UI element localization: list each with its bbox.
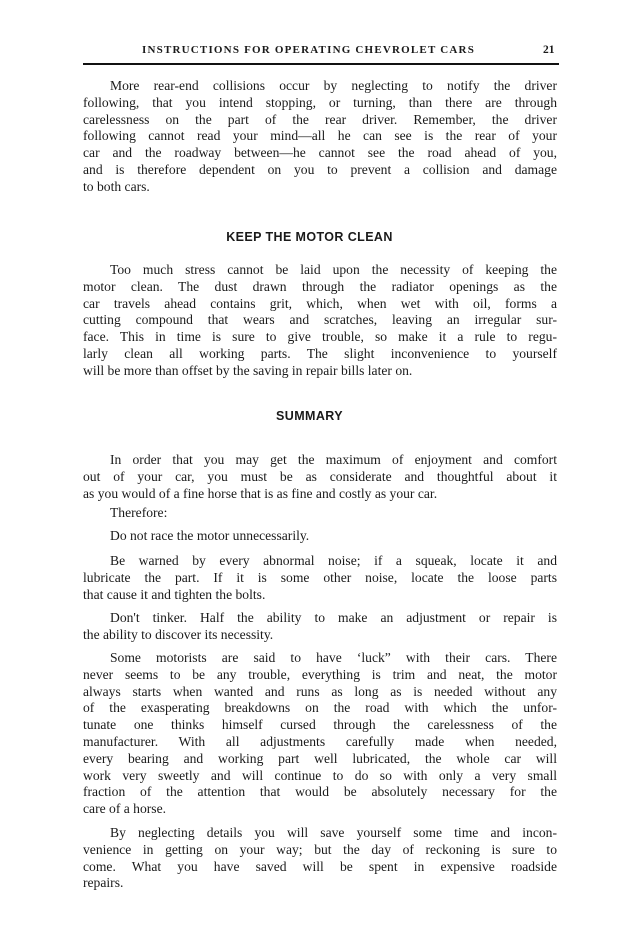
text-line: always starts when wanted and runs as long as is needed without any bbox=[83, 683, 557, 699]
text-line: following, that you intend stopping, or turning, than there are through bbox=[83, 94, 557, 110]
text-line: face. This in time is sure to give trouble, so make it a rule to regu- bbox=[83, 329, 557, 345]
text-line: car travels ahead contains grit, which, when wet with oil, forms a bbox=[83, 295, 557, 311]
text-line: Some motorists are said to have ‘luck” with their cars. There bbox=[110, 650, 557, 665]
paragraph-do-not-race bbox=[83, 528, 557, 545]
text-line: car and the roadway between—he cannot see the road ahead of you, bbox=[83, 145, 557, 161]
heading-keep-motor-clean: KEEP THE MOTOR CLEAN bbox=[226, 230, 393, 244]
text-line: manufacturer. With all adjustments carefully made when needed, bbox=[83, 733, 557, 749]
text-line: out of your car, you must be as considerate and thoughtful about it bbox=[83, 468, 557, 484]
text-line: never seems to be any trouble, everything is trim and neat, the motor bbox=[83, 666, 557, 682]
text-line: to both cars. bbox=[83, 178, 150, 194]
heading-summary: SUMMARY bbox=[276, 409, 343, 423]
paragraph-summary-intro bbox=[83, 452, 557, 502]
paragraph-collisions bbox=[83, 78, 557, 196]
paragraph-motor-clean bbox=[83, 262, 557, 380]
text-line: In order that you may get the maximum of enjoyment and comfort bbox=[110, 452, 557, 467]
text-line: come. What you have saved will be spent in expensive roadside bbox=[83, 858, 557, 874]
text-line: and is therefore dependent on you to prevent a collision and damage bbox=[83, 161, 557, 177]
text-line: of the exasperating breakdowns on the road with which the unfor- bbox=[83, 700, 557, 716]
text-line: By neglecting details you will save yourself some time and incon- bbox=[110, 825, 557, 840]
paragraph-be-warned bbox=[83, 553, 557, 603]
text-line: following cannot read your mind—all he can see is the rear of your bbox=[83, 128, 557, 144]
text-line: will be more than offset by the saving in repair bills later on. bbox=[83, 362, 413, 378]
page-number: 21 bbox=[543, 44, 555, 56]
text-line: carelessness on the part of the rear driver. Remember, the driver bbox=[83, 111, 557, 127]
paragraph-therefore bbox=[83, 505, 557, 522]
text-line: care of a horse. bbox=[83, 801, 167, 817]
text-line: Too much stress cannot be laid upon the necessity of keeping the bbox=[110, 262, 557, 277]
text-line: the ability to discover its necessity. bbox=[83, 626, 274, 642]
text-line: that cause it and tighten the bolts. bbox=[83, 586, 266, 602]
text-line: as you would of a fine horse that is as fine and costly as your car. bbox=[83, 485, 438, 501]
paragraph-luck bbox=[83, 650, 557, 818]
paragraph-neglecting-details bbox=[83, 825, 557, 892]
text-line: larly clean all working parts. The slight inconvenience to yourself bbox=[83, 345, 557, 361]
running-title: INSTRUCTIONS FOR OPERATING CHEVROLET CARS bbox=[142, 44, 476, 56]
text-line: Therefore: bbox=[110, 505, 168, 520]
text-line: More rear-end collisions occur by neglecting to notify the driver bbox=[110, 78, 557, 93]
text-line: cutting compound that wears and scratches, leaving an irregular sur- bbox=[83, 312, 557, 328]
text-line: work very sweetly and will continue to do so with only a very small bbox=[83, 767, 557, 783]
text-line: Do not race the motor unnecessarily. bbox=[110, 528, 310, 543]
text-line: every bearing and working part well lubricated, the whole car will bbox=[83, 750, 557, 766]
text-line: motor clean. The dust drawn through the radiator openings as the bbox=[83, 278, 557, 294]
text-line: venience in getting on your way; but the day of reckoning is sure to bbox=[83, 841, 557, 857]
text-line: repairs. bbox=[83, 875, 124, 891]
text-line: fraction of the attention that would be absolutely necessary for the bbox=[83, 784, 557, 800]
text-line: Be warned by every abnormal noise; if a squeak, locate it and bbox=[110, 553, 557, 568]
paragraph-dont-tinker bbox=[83, 610, 557, 644]
text-line: Don't tinker. Half the ability to make an adjustment or repair is bbox=[110, 610, 557, 625]
text-line: lubricate the part. If it is some other noise, locate the loose parts bbox=[83, 569, 557, 585]
text-line: tunate one thinks himself cursed through the carelessness of the bbox=[83, 717, 557, 733]
header-rule bbox=[83, 63, 559, 65]
